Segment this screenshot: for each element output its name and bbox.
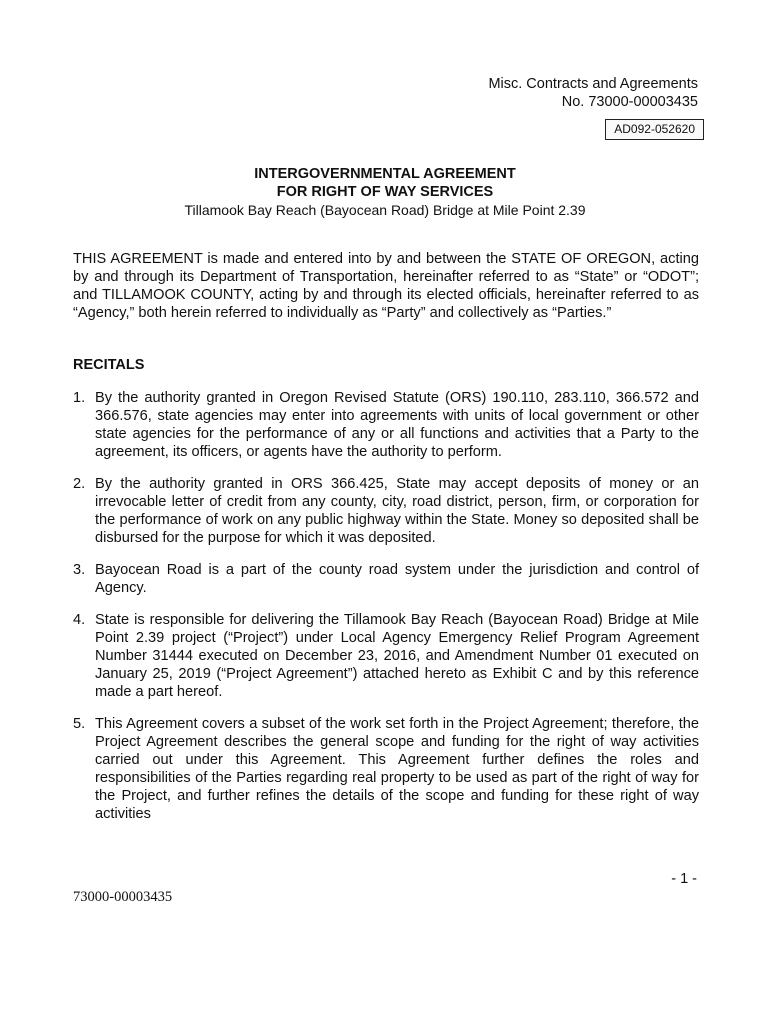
recital-text: By the authority granted in ORS 366.425, State may accept deposits of money or an irrevocable letter of credit from any county, city, road district, person, firm, or corporation for the performance of work on any public highway within the State. Money so deposited shall be disbursed for the purpose for which it was deposited. [95,476,699,546]
recital-number: 2. [73,476,86,492]
recital-number: 3. [73,562,86,578]
recital-number: 1. [73,390,86,406]
recital-text: State is responsible for delivering the Tillamook Bay Reach (Bayocean Road) Bridge at Mile Point 2.39 project (“Project”) under Local Agency Emergency Relief Program Agreement Number 31444 executed on December 23, 2016, and Amendment Number 01 executed on January 25, 2019 (“Project Agreement”) attached hereto as Exhibit C and by this reference made a part hereof. [95,612,699,700]
recital-item [73,389,699,461]
contract-number: No. 73000-00003435 [561,94,698,110]
contract-category: Misc. Contracts and Agreements [488,76,698,92]
recital-item [73,715,699,823]
recital-text: Bayocean Road is a part of the county road system under the jurisdiction and control of Agency. [95,562,699,596]
intro-paragraph: THIS AGREEMENT is made and entered into by and between the STATE OF OREGON, acting by and through its Department of Transportation, hereinafter referred to as “State” or “ODOT”; and TILLAMOOK COUNTY, acting by and through its elected officials, hereinafter referred to as “Agency,” both herein referred to individually as “Party” and collectively as “Parties.” [73,251,699,321]
footer-document-id: 73000-00003435 [73,889,173,905]
recitals-list [73,389,699,837]
recital-item [73,475,699,547]
recital-item [73,561,699,597]
title-block [0,165,770,219]
project-description: Tillamook Bay Reach (Bayocean Road) Bridge at Mile Point 2.39 [184,202,586,218]
recitals-heading: RECITALS [73,357,145,373]
page-number: - 1 - [671,871,697,887]
reference-code-box: AD092-052620 [605,119,704,140]
recital-text: By the authority granted in Oregon Revised Statute (ORS) 190.110, 283.110, 366.572 and 366.576, state agencies may enter into agreements with units of local government or other state agencies for the performance of any or all functions and activities that a Party to the agreement, its officers, or agents have the authority to perform. [95,390,699,460]
header-block [298,75,698,111]
recital-number: 5. [73,716,86,732]
recital-number: 4. [73,612,86,628]
agreement-title: INTERGOVERNMENTAL AGREEMENT [254,166,516,182]
recital-item [73,611,699,701]
recital-text: This Agreement covers a subset of the work set forth in the Project Agreement; therefore, the Project Agreement describes the general scope and funding for the right of way activities carried out under this Agreement. This Agreement further defines the roles and responsibilities of the Parties regarding real property to be used as part of the right of way for the Project, and further refines the details of the scope and funding for these right of way activities [95,716,699,822]
agreement-subtitle-heading: FOR RIGHT OF WAY SERVICES [276,184,494,200]
